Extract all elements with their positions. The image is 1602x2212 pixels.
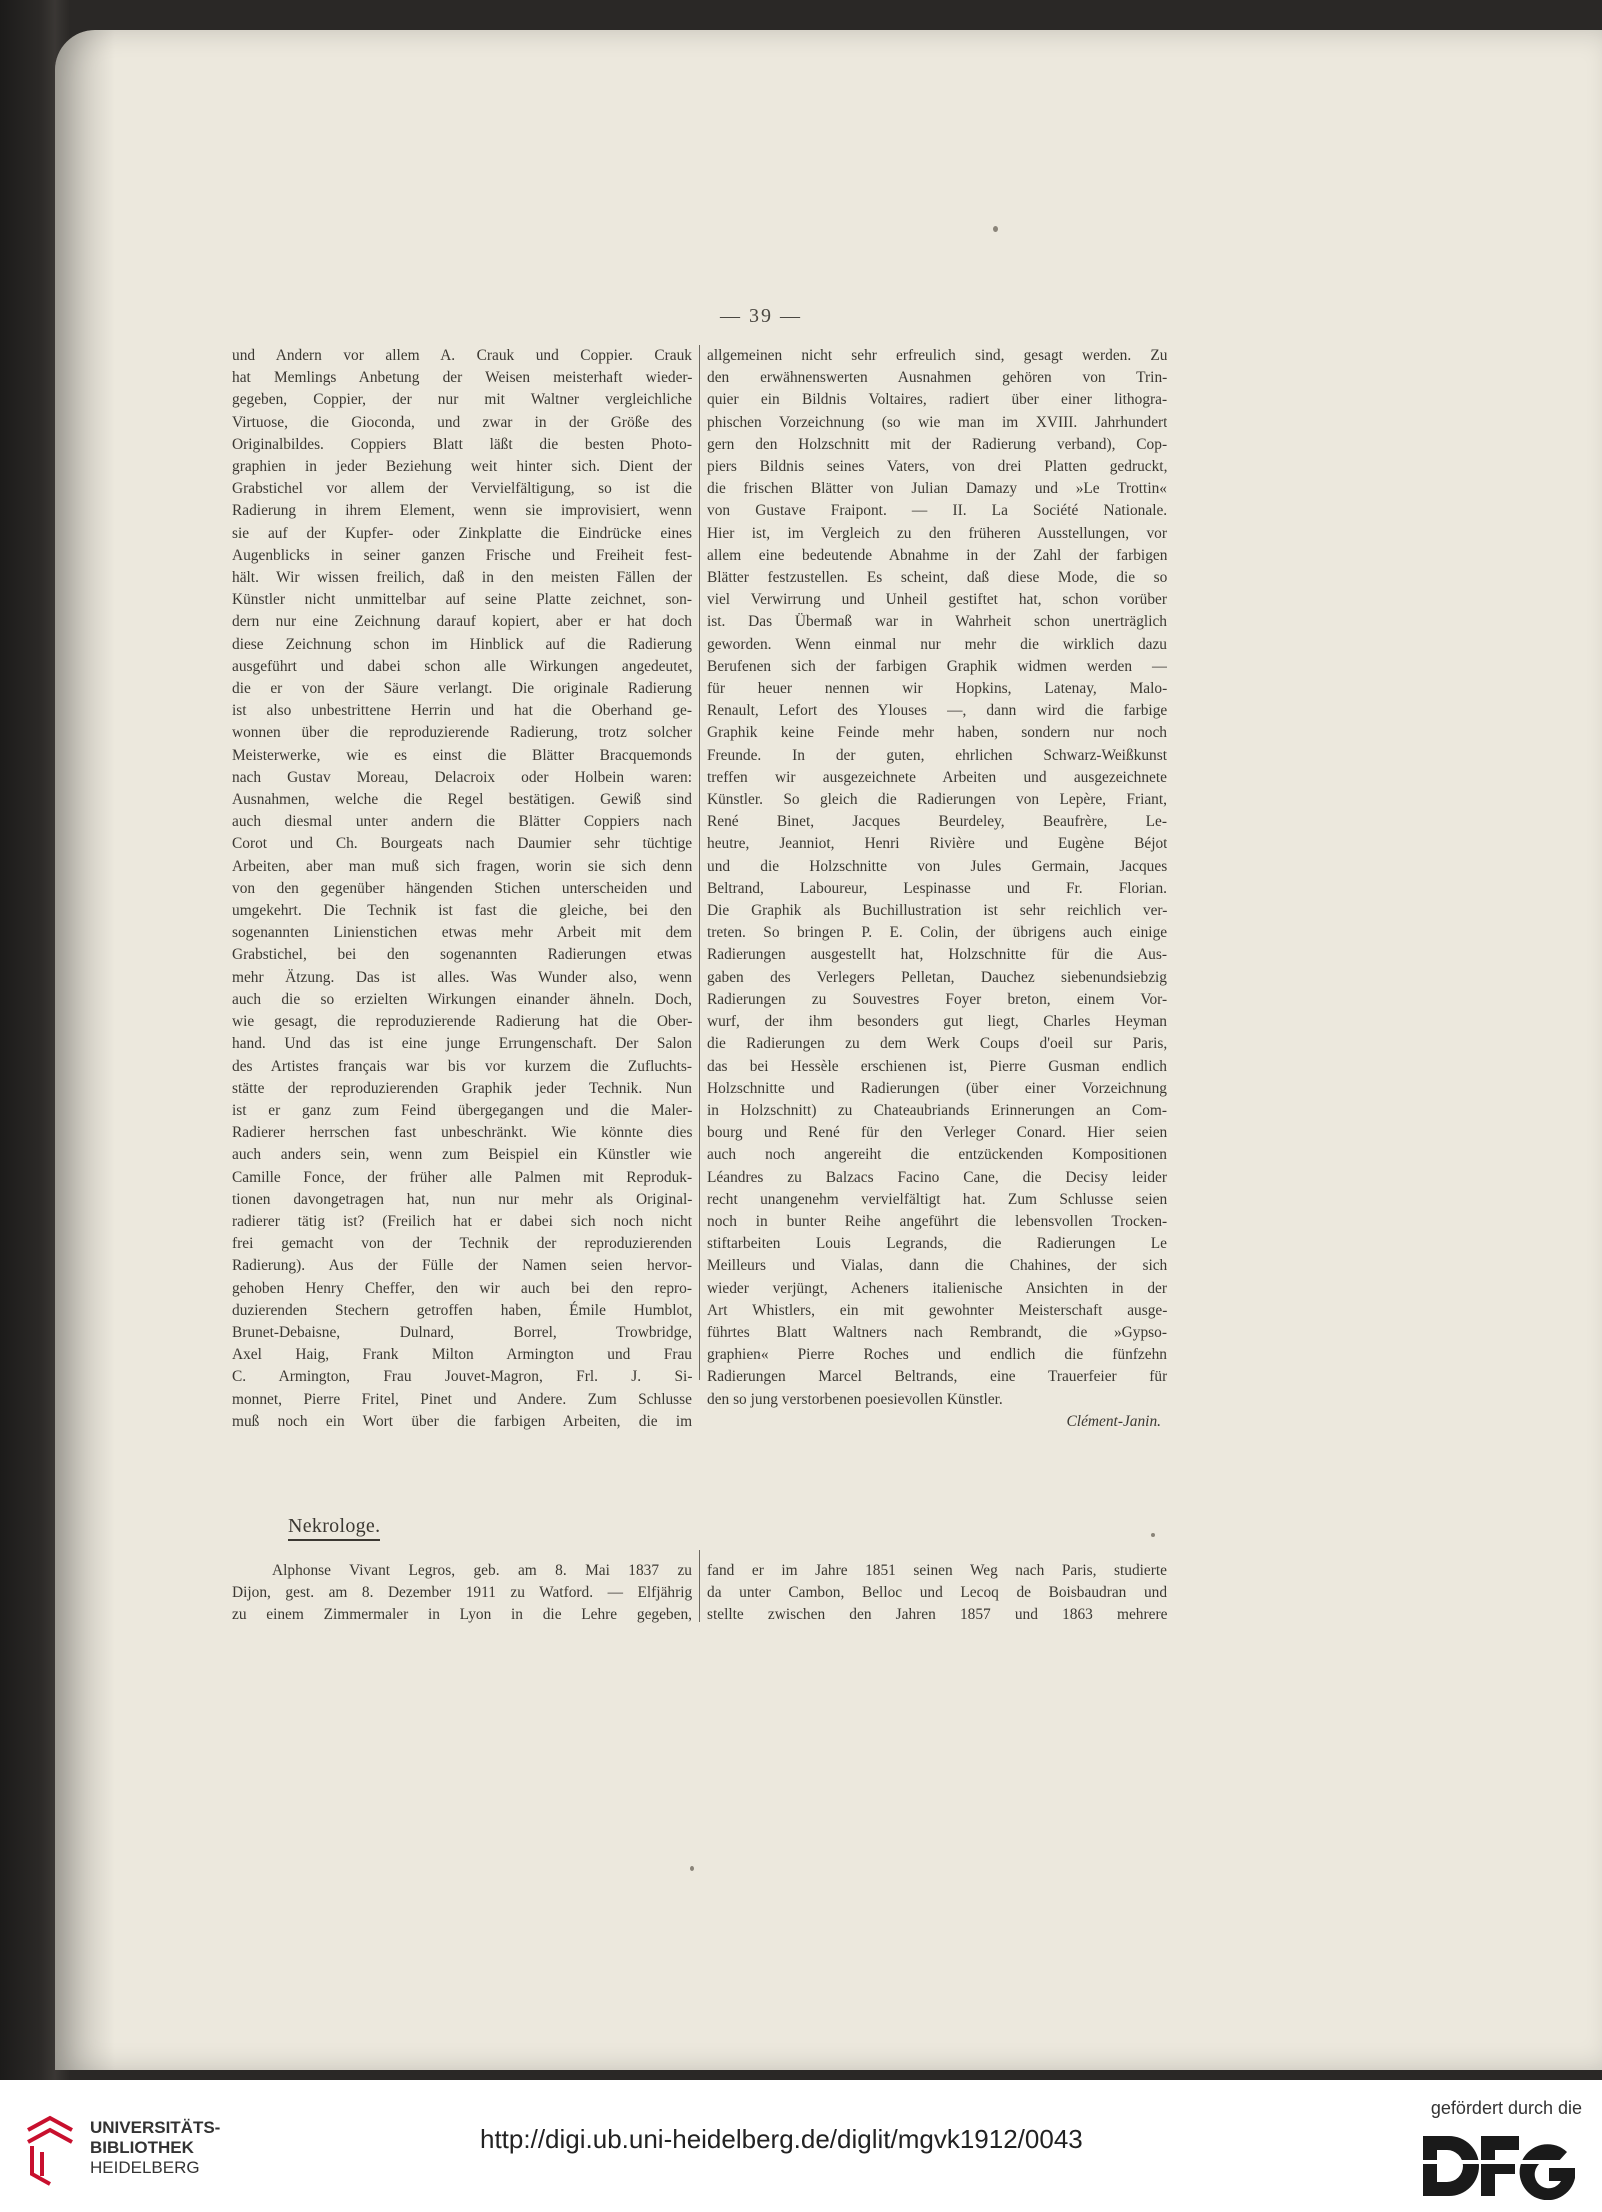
paper-speck bbox=[1151, 1533, 1155, 1537]
text-line: die er von der Säure verlangt. Die originale Radierung bbox=[232, 680, 692, 698]
text-line: Art Whistlers, ein mit gewohnter Meisterschaft ausge- bbox=[707, 1301, 1167, 1319]
text-line: bourg und René für den Verleger Conard. Hier seien bbox=[707, 1124, 1167, 1142]
text-line: auch noch angereiht die entzückenden Kompositionen bbox=[707, 1146, 1167, 1164]
text-line: zu einem Zimmermaler in Lyon in die Lehre gegeben, bbox=[232, 1606, 692, 1624]
text-line: den so jung verstorbenen poesievollen Künstler. bbox=[707, 1390, 1003, 1408]
page-gutter-shadow bbox=[55, 30, 115, 2070]
text-line: Alphonse Vivant Legros, geb. am 8. Mai 1837 zu bbox=[272, 1562, 692, 1579]
funder-caption: gefördert durch die bbox=[1430, 2098, 1582, 2118]
text-line: in Holzschnitt) zu Chateaubriands Erinnerungen an Com- bbox=[707, 1101, 1167, 1119]
text-line: umgekehrt. Die Technik ist fast die gleiche, bei den bbox=[232, 902, 692, 920]
text-line: monnet, Pierre Fritel, Pinet und Andere. Zum Schlusse bbox=[232, 1390, 692, 1408]
dfg-logo-icon[interactable] bbox=[1419, 2130, 1584, 2200]
library-name[interactable] bbox=[90, 2118, 220, 2178]
text-line: die frischen Blätter von Julian Damazy und »Le Trottin« bbox=[707, 480, 1167, 498]
library-name-line: UNIVERSITÄTS- bbox=[90, 2118, 221, 2137]
text-line: tionen davongetragen hat, nun nur mehr als Original- bbox=[232, 1190, 692, 1208]
text-line: auch diesmal unter andern die Blätter Coppiers nach bbox=[232, 813, 692, 831]
text-line: wurf, der ihm besonders gut liegt, Charles Heyman bbox=[707, 1013, 1167, 1031]
text-line: das bei Hessèle erschienen ist, Pierre Gusman endlich bbox=[707, 1057, 1167, 1075]
text-line: radierer tätig ist? (Freilich hat er dabei sich noch nicht bbox=[232, 1212, 692, 1230]
text-line: stätte der reproduzierenden Graphik jeder Technik. Nun bbox=[232, 1079, 692, 1097]
text-line: Beltrand, Laboureur, Lespinasse und Fr. Florian. bbox=[707, 879, 1167, 897]
text-line: René Binet, Jacques Beurdeley, Beaufrère, Le- bbox=[707, 813, 1167, 831]
text-line: Künstler nicht unmittelbar auf seine Platte zeichnet, son- bbox=[232, 591, 692, 609]
text-line: Grabstichel, bei den sogenannten Radierungen etwas bbox=[232, 946, 692, 964]
text-line: recht unangenehm vervielfältigt hat. Zum Schlusse seien bbox=[707, 1190, 1167, 1208]
text-line: auch anders sein, wenn zum Beispiel ein Künstler wie bbox=[232, 1146, 692, 1164]
text-line: Augenblicks in seiner ganzen Frische und Freiheit fest- bbox=[232, 546, 692, 564]
text-line: Camille Fonce, der früher alle Palmen mit Reproduk- bbox=[232, 1168, 692, 1186]
text-line: für heuer nennen wir Hopkins, Latenay, Malo- bbox=[707, 680, 1167, 698]
text-line: Meisterwerke, wie es einst die Blätter Bracquemonds bbox=[232, 746, 692, 764]
text-line: ausgeführt und dabei schon alle Wirkungen angedeutet, bbox=[232, 657, 692, 675]
paper-speck bbox=[993, 226, 998, 232]
text-line: Brunet-Debaisne, Dulnard, Borrel, Trowbridge, bbox=[232, 1323, 692, 1341]
text-line: und die Holzschnitte von Jules Germain, Jacques bbox=[707, 857, 1167, 875]
text-line: sogenannten Linienstichen etwas mehr Arbeit mit dem bbox=[232, 924, 692, 942]
text-column-right bbox=[707, 345, 1167, 1433]
text-line: hält. Wir wissen freilich, daß in den meisten Fällen der bbox=[232, 569, 692, 587]
library-name-line: HEIDELBERG bbox=[90, 2158, 200, 2177]
text-line: stiftarbeiten Louis Legrands, die Radierungen Le bbox=[707, 1235, 1167, 1253]
text-line: stellte zwischen den Jahren 1857 und 1863 mehrere bbox=[707, 1606, 1167, 1624]
text-line: gegeben, Coppier, der nur mit Waltner vergleichliche bbox=[232, 391, 692, 409]
text-line: Dijon, gest. am 8. Dezember 1911 zu Watford. — Elfjährig bbox=[232, 1584, 692, 1602]
text-line: Axel Haig, Frank Milton Armington und Frau bbox=[232, 1346, 692, 1364]
text-line: Berufenen sich der farbigen Graphik widmen werden — bbox=[707, 657, 1167, 675]
text-line: heutre, Jeanniot, Henri Rivière und Eugène Béjot bbox=[707, 835, 1167, 853]
text-line: piers Bildnis seines Vaters, von drei Platten gedruckt, bbox=[707, 458, 1167, 476]
text-line: duzierenden Stechern getroffen haben, Émile Humblot, bbox=[232, 1301, 692, 1319]
text-line: hand. Und das ist eine junge Errungenschaft. Der Salon bbox=[232, 1035, 692, 1053]
text-line: Radierungen ausgestellt hat, Holzschnitte für die Aus- bbox=[707, 946, 1167, 964]
text-line: viel Verwirrung und Unheil gestiftet hat, schon vorüber bbox=[707, 591, 1167, 609]
text-line: noch in bunter Reihe angeführt die lebensvollen Trocken- bbox=[707, 1212, 1167, 1230]
text-line: gehoben Henry Cheffer, den wir auch bei den repro- bbox=[232, 1279, 692, 1297]
text-line: Radierer herrschen fast unbeschränkt. Wie könnte dies bbox=[232, 1124, 692, 1142]
text-line: muß noch ein Wort über die farbigen Arbeiten, die im bbox=[232, 1412, 692, 1430]
text-line: gern den Holzschnitt mit der Radierung verband), Cop- bbox=[707, 435, 1167, 453]
text-line: Grabstichel vor allem der Vervielfältigung, so ist die bbox=[232, 480, 692, 498]
text-line: wieder verjüngt, Acheners italienische Ansichten in der bbox=[707, 1279, 1167, 1297]
text-line: Holzschnitte und Radierungen (über einer Vorzeichnung bbox=[707, 1079, 1167, 1097]
text-line: des Artistes français war bis vor kurzem die Zufluchts- bbox=[232, 1057, 692, 1075]
text-line: mehr Ätzung. Das ist alles. Was Wunder also, wenn bbox=[232, 968, 692, 986]
text-line: graphien« Pierre Roches und endlich die fünfzehn bbox=[707, 1346, 1167, 1364]
section-heading-nekrologe: Nekrologe. bbox=[288, 1515, 380, 1541]
text-line: Léandres zu Balzacs Facino Cane, die Decisy leider bbox=[707, 1168, 1167, 1186]
text-line: Freunde. In der guten, ehrlichen Schwarz-Weißkunst bbox=[707, 746, 1167, 764]
text-line: Künstler. So gleich die Radierungen von Lepère, Friant, bbox=[707, 791, 1167, 809]
text-column-left bbox=[232, 345, 692, 1433]
author-signature: Clément-Janin. bbox=[1066, 1412, 1161, 1430]
page-number: — 39 — bbox=[720, 305, 802, 327]
column-divider bbox=[699, 345, 700, 1380]
text-line: sie auf der Kupfer- oder Zinkplatte die Eindrücke eines bbox=[232, 524, 692, 542]
text-line: Meilleurs und Vialas, dann die Chahines, der sich bbox=[707, 1257, 1167, 1275]
text-line: wie gesagt, die reproduzierende Radierung hat die Ober- bbox=[232, 1013, 692, 1031]
text-line: die Radierungen zu dem Werk Coups d'oeil sur Paris, bbox=[707, 1035, 1167, 1053]
text-line: Originalbildes. Coppiers Blatt läßt die besten Photo- bbox=[232, 435, 692, 453]
nekrologe-column-left bbox=[232, 1560, 692, 1627]
viewer-footer bbox=[0, 2080, 1602, 2212]
text-line: ist er ganz zum Feind übergegangen und die Maler- bbox=[232, 1101, 692, 1119]
text-line: wonnen über die reproduzierende Radierung, trotz solcher bbox=[232, 724, 692, 742]
text-line: hat Memlings Anbetung der Weisen meisterhaft wieder- bbox=[232, 369, 692, 387]
ub-heidelberg-logo-icon[interactable] bbox=[20, 2110, 80, 2188]
text-line: und Andern vor allem A. Crauk und Coppier. Crauk bbox=[232, 347, 692, 364]
text-line: phischen Vorzeichnung (so wie man im XVIII. Jahrhundert bbox=[707, 413, 1167, 431]
text-line: auch die so erzielten Wirkungen einander ähneln. Doch, bbox=[232, 990, 692, 1008]
text-line: Radierungen Marcel Beltrands, eine Trauerfeier für bbox=[707, 1368, 1167, 1386]
text-line: graphien in jeder Beziehung weit hinter sich. Dient der bbox=[232, 458, 692, 476]
text-line: treffen wir ausgezeichnete Arbeiten und ausgezeichnete bbox=[707, 768, 1167, 786]
text-line: Virtuose, die Gioconda, und zwar in der Größe des bbox=[232, 413, 692, 431]
column-divider bbox=[699, 1550, 700, 1622]
text-line: von den gegenüber hängenden Stichen unterscheiden und bbox=[232, 879, 692, 897]
text-line: geworden. Wenn einmal nur mehr die wirklich dazu bbox=[707, 635, 1167, 653]
text-line: nach Gustav Moreau, Delacroix oder Holbein waren: bbox=[232, 768, 692, 786]
text-line: Corot und Ch. Bourgeats nach Daumier sehr tüchtige bbox=[232, 835, 692, 853]
text-line: den erwähnenswerten Ausnahmen gehören von Trin- bbox=[707, 369, 1167, 387]
text-line: ist also unbestrittene Herrin und hat die Oberhand ge- bbox=[232, 702, 692, 720]
text-line: treten. So bringen P. E. Colin, der übrigens auch einige bbox=[707, 924, 1167, 942]
text-line: Die Graphik als Buchillustration ist sehr reichlich ver- bbox=[707, 902, 1167, 920]
paper-speck bbox=[690, 1866, 694, 1871]
text-line: Radierung). Aus der Fülle der Namen seien hervor- bbox=[232, 1257, 692, 1275]
library-name-line: BIBLIOTHEK bbox=[90, 2138, 194, 2157]
nekrologe-column-right bbox=[707, 1560, 1167, 1627]
text-line: Hier ist, im Vergleich zu den früheren Ausstellungen, vor bbox=[707, 524, 1167, 542]
text-line: C. Armington, Frau Jouvet-Magron, Frl. J. Si- bbox=[232, 1368, 692, 1386]
text-line: Renault, Lefort des Ylouses —, dann wird die farbige bbox=[707, 702, 1167, 720]
text-line: Radierung in ihrem Element, wenn sie improvisiert, wenn bbox=[232, 502, 692, 520]
text-line: gaben des Verlegers Pelletan, Dauchez siebenundsiebzig bbox=[707, 968, 1167, 986]
text-line: diese Zeichnung schon im Hinblick auf die Radierung bbox=[232, 635, 692, 653]
text-line: allem eine bedeutende Abnahme in der Zahl der farbigen bbox=[707, 546, 1167, 564]
text-line: da unter Cambon, Belloc und Lecoq de Boisbaudran und bbox=[707, 1584, 1167, 1602]
text-line: Ausnahmen, welche die Regel bestätigen. Gewiß sind bbox=[232, 791, 692, 809]
text-line: Graphik keine Feinde mehr haben, sondern nur noch bbox=[707, 724, 1167, 742]
text-line: von Gustave Fraipont. — II. La Société Nationale. bbox=[707, 502, 1167, 520]
text-line: ist. Das Übermaß war in Wahrheit schon unerträglich bbox=[707, 613, 1167, 631]
text-line: fand er im Jahre 1851 seinen Weg nach Paris, studierte bbox=[707, 1562, 1167, 1579]
text-line: führtes Blatt Waltners nach Rembrandt, die »Gypso- bbox=[707, 1323, 1167, 1341]
text-line: Blätter festzustellen. Es scheint, daß diese Mode, die so bbox=[707, 569, 1167, 587]
text-line: quier ein Bildnis Voltaires, radiert über einer lithogra- bbox=[707, 391, 1167, 409]
permalink-url[interactable]: http://digi.ub.uni-heidelberg.de/diglit/mgvk1912/0043 bbox=[480, 2124, 1083, 2154]
text-line: frei gemacht von der Technik der reproduzierenden bbox=[232, 1235, 692, 1253]
text-line: Radierungen zu Souvestres Foyer breton, einem Vor- bbox=[707, 990, 1167, 1008]
text-line: Arbeiten, aber man muß sich fragen, worin sie sich denn bbox=[232, 857, 692, 875]
text-line: allgemeinen nicht sehr erfreulich sind, gesagt werden. Zu bbox=[707, 347, 1167, 364]
text-line: dern nur eine Zeichnung darauf kopiert, aber er hat doch bbox=[232, 613, 692, 631]
